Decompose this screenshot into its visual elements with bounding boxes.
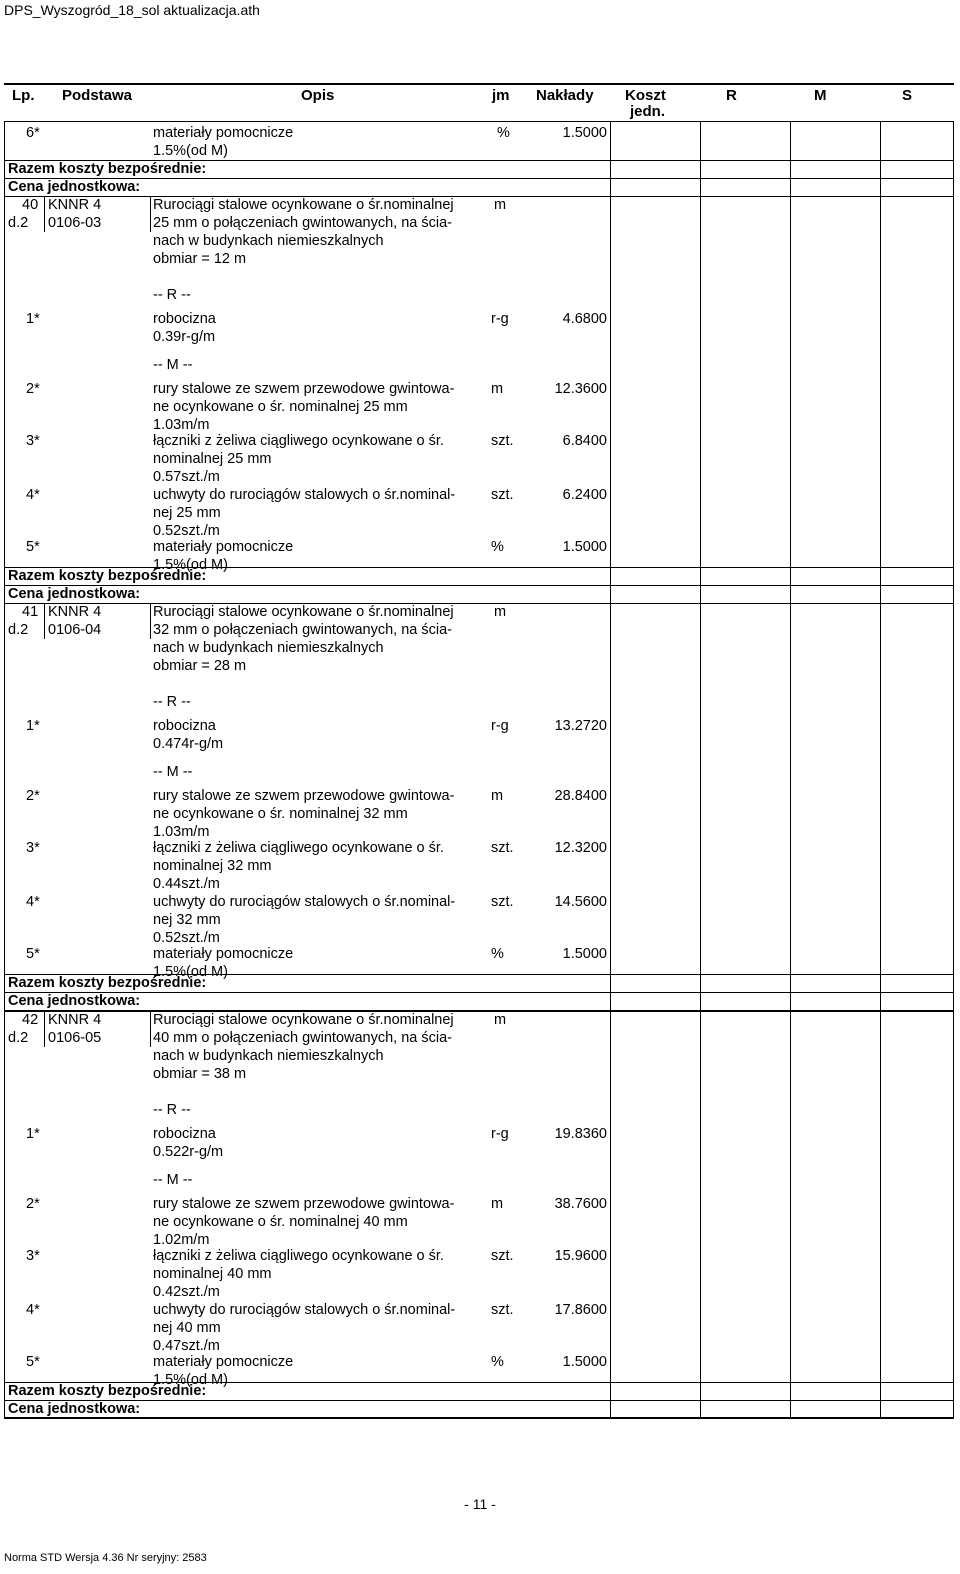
header-opis: Opis (301, 87, 335, 104)
resource-number: 3* (26, 840, 40, 856)
resource-description: 0.39r-g/m (153, 329, 216, 345)
resource-description: nominalnej 40 mm (153, 1266, 272, 1282)
header-koszt: Koszt (625, 87, 666, 104)
header-s: S (902, 87, 913, 104)
position-description: obmiar = 38 m (153, 1066, 247, 1082)
position-chapter: d.2 (8, 622, 29, 638)
resource-description: 0.47szt./m (153, 1338, 220, 1354)
resource-description: 1.5%(od M) (153, 1372, 228, 1388)
resource-unit: r-g (491, 718, 509, 734)
resource-unit: m (491, 1196, 504, 1212)
resource-description: 0.522r-g/m (153, 1144, 224, 1160)
resource-value: 17.8600 (554, 1302, 607, 1318)
row-divider (4, 992, 954, 993)
resource-description: nominalnej 25 mm (153, 451, 272, 467)
table-header (4, 83, 954, 125)
resource-number: 1* (26, 1126, 40, 1142)
position-description: nach w budynkach niemieszkalnych (153, 1048, 384, 1064)
resource-description: materiały pomocnicze (153, 1354, 294, 1370)
position-description: nach w budynkach niemieszkalnych (153, 233, 384, 249)
resource-description: ne ocynkowane o śr. nominalnej 40 mm (153, 1214, 408, 1230)
position-unit: m (494, 604, 507, 620)
item-description: materiały pomocnicze (153, 125, 294, 141)
position-basis: KNNR 4 (48, 604, 102, 620)
resource-description: ne ocynkowane o śr. nominalnej 32 mm (153, 806, 408, 822)
version-footer: Norma STD Wersja 4.36 Nr seryjny: 2583 (4, 1552, 207, 1564)
resource-description: rury stalowe ze szwem przewodowe gwintowa- (153, 788, 455, 804)
resource-number: 1* (26, 718, 40, 734)
resource-value: 14.5600 (554, 894, 607, 910)
resource-value: 6.2400 (562, 487, 607, 503)
resource-value: 15.9600 (554, 1248, 607, 1264)
resource-value: 28.8400 (554, 788, 607, 804)
resource-description: uchwyty do rurociągów stalowych o śr.nominal- (153, 1302, 456, 1318)
resource-description: 1.02m/m (153, 1232, 210, 1248)
resource-unit: % (491, 1354, 504, 1370)
position-number: 41 (22, 604, 39, 620)
column-divider (150, 603, 151, 639)
resource-value: 4.6800 (562, 311, 607, 327)
position-description: Rurociągi stalowe ocynkowane o śr.nominalnej (153, 604, 454, 620)
resource-value: 6.8400 (562, 433, 607, 449)
column-divider (150, 196, 151, 232)
resource-description: uchwyty do rurociągów stalowych o śr.nominal- (153, 487, 456, 503)
razem-label: Razem koszty bezpośrednie: (8, 568, 207, 584)
header-m: M (814, 87, 827, 104)
position-description: 40 mm o połączeniach gwintowanych, na ścia- (153, 1030, 453, 1046)
resource-description: robocizna (153, 1126, 216, 1142)
position-description: obmiar = 28 m (153, 658, 247, 674)
resource-unit: szt. (491, 894, 514, 910)
position-basis-code: 0106-03 (48, 215, 102, 231)
resource-description: 1.03m/m (153, 417, 210, 433)
position-unit: m (494, 197, 507, 213)
resource-number: 4* (26, 1302, 40, 1318)
position-chapter: d.2 (8, 1030, 29, 1046)
resource-number: 3* (26, 1248, 40, 1264)
resource-description: 0.52szt./m (153, 930, 220, 946)
header-podstawa: Podstawa (62, 87, 133, 104)
resource-unit: szt. (491, 433, 514, 449)
position-description: Rurociągi stalowe ocynkowane o śr.nominalnej (153, 1012, 454, 1028)
position-basis-code: 0106-04 (48, 622, 102, 638)
razem-label: Razem koszty bezpośrednie: (8, 1383, 207, 1399)
item-sub: 1.5%(od M) (153, 143, 228, 159)
resource-description: ne ocynkowane o śr. nominalnej 25 mm (153, 399, 408, 415)
resource-description: łączniki z żeliwa ciągliwego ocynkowane o śr. (153, 1248, 444, 1264)
document-title: DPS_Wyszogród_18_sol aktualizacja.ath (4, 2, 260, 18)
resource-description: nej 40 mm (153, 1320, 221, 1336)
resource-description: 0.52szt./m (153, 523, 220, 539)
resource-header-r: -- R -- (153, 694, 191, 710)
resource-unit: r-g (491, 311, 509, 327)
resource-description: łączniki z żeliwa ciągliwego ocynkowane o śr. (153, 433, 444, 449)
row-divider (4, 1011, 954, 1012)
resource-value: 1.5000 (562, 946, 607, 962)
resource-header-r: -- R -- (153, 287, 191, 303)
resource-description: 1.5%(od M) (153, 964, 228, 980)
resource-header-r: -- R -- (153, 1102, 191, 1118)
position-description: Rurociągi stalowe ocynkowane o śr.nominalnej (153, 197, 454, 213)
resource-description: robocizna (153, 311, 216, 327)
resource-unit: % (491, 946, 504, 962)
resource-number: 2* (26, 381, 40, 397)
resource-description: 1.5%(od M) (153, 557, 228, 573)
cena-label: Cena jednostkowa: (8, 993, 141, 1009)
position-description: 32 mm o połączeniach gwintowanych, na ścia- (153, 622, 453, 638)
column-divider (150, 1011, 151, 1047)
resource-description: rury stalowe ze szwem przewodowe gwintowa- (153, 1196, 455, 1212)
resource-header-m: -- M -- (153, 764, 193, 780)
item-value: 1.5000 (562, 125, 607, 141)
position-description: 25 mm o połączeniach gwintowanych, na ścia- (153, 215, 453, 231)
resource-value: 1.5000 (562, 1354, 607, 1370)
header-jm: jm (492, 87, 510, 104)
page-number: - 11 - (464, 1496, 496, 1512)
resource-number: 2* (26, 1196, 40, 1212)
position-chapter: d.2 (8, 215, 29, 231)
resource-value: 12.3600 (554, 381, 607, 397)
cena-label: Cena jednostkowa: (8, 179, 141, 195)
resource-description: nominalnej 32 mm (153, 858, 272, 874)
razem-label: Razem koszty bezpośrednie: (8, 975, 207, 991)
item-number: 6* (26, 125, 40, 141)
row-divider (4, 178, 954, 179)
cena-label: Cena jednostkowa: (8, 586, 141, 602)
resource-unit: m (491, 381, 504, 397)
resource-number: 2* (26, 788, 40, 804)
resource-unit: szt. (491, 487, 514, 503)
row-divider (4, 974, 954, 975)
resource-unit: szt. (491, 1302, 514, 1318)
resource-description: 0.474r-g/m (153, 736, 224, 752)
item-unit: % (497, 125, 510, 141)
resource-value: 13.2720 (554, 718, 607, 734)
resource-description: uchwyty do rurociągów stalowych o śr.nominal- (153, 894, 456, 910)
row-divider (4, 1382, 954, 1383)
resource-description: materiały pomocnicze (153, 946, 294, 962)
column-divider (700, 121, 701, 1418)
resource-value: 12.3200 (554, 840, 607, 856)
row-divider (4, 567, 954, 568)
resource-description: nej 32 mm (153, 912, 221, 928)
position-description: obmiar = 12 m (153, 251, 247, 267)
resource-number: 3* (26, 433, 40, 449)
row-divider (4, 1400, 954, 1401)
resource-number: 1* (26, 311, 40, 327)
razem-label: Razem koszty bezpośrednie: (8, 161, 207, 177)
resource-number: 5* (26, 1354, 40, 1370)
resource-header-m: -- M -- (153, 1172, 193, 1188)
resource-description: 1.03m/m (153, 824, 210, 840)
position-number: 42 (22, 1012, 39, 1028)
column-divider (44, 196, 45, 232)
resource-description: materiały pomocnicze (153, 539, 294, 555)
header-koszt-jedn: jedn. (630, 103, 666, 120)
position-basis-code: 0106-05 (48, 1030, 102, 1046)
resource-number: 5* (26, 539, 40, 555)
resource-value: 1.5000 (562, 539, 607, 555)
resource-number: 4* (26, 894, 40, 910)
column-divider (44, 603, 45, 639)
position-number: 40 (22, 197, 39, 213)
resource-unit: szt. (491, 1248, 514, 1264)
row-divider (4, 603, 954, 604)
column-divider (610, 121, 611, 1418)
position-unit: m (494, 1012, 507, 1028)
column-divider (790, 121, 791, 1418)
resource-description: robocizna (153, 718, 216, 734)
resource-unit: szt. (491, 840, 514, 856)
resource-description: łączniki z żeliwa ciągliwego ocynkowane o śr. (153, 840, 444, 856)
row-divider (4, 160, 954, 161)
column-divider (44, 1011, 45, 1047)
cena-label: Cena jednostkowa: (8, 1401, 141, 1417)
resource-description: 0.44szt./m (153, 876, 220, 892)
position-basis: KNNR 4 (48, 1012, 102, 1028)
resource-description: nej 25 mm (153, 505, 221, 521)
resource-unit: m (491, 788, 504, 804)
resource-value: 38.7600 (554, 1196, 607, 1212)
resource-description: 0.57szt./m (153, 469, 220, 485)
resource-description: rury stalowe ze szwem przewodowe gwintowa- (153, 381, 455, 397)
row-divider (4, 585, 954, 586)
row-divider (4, 1418, 954, 1419)
header-r: R (726, 87, 737, 104)
resource-number: 4* (26, 487, 40, 503)
header-lp: Lp. (12, 87, 35, 104)
resource-number: 5* (26, 946, 40, 962)
row-divider (4, 196, 954, 197)
cost-table (4, 121, 954, 1418)
resource-unit: % (491, 539, 504, 555)
header-naklady: Nakłady (536, 87, 594, 104)
resource-value: 19.8360 (554, 1126, 607, 1142)
resource-header-m: -- M -- (153, 357, 193, 373)
resource-description: 0.42szt./m (153, 1284, 220, 1300)
position-description: nach w budynkach niemieszkalnych (153, 640, 384, 656)
resource-unit: r-g (491, 1126, 509, 1142)
position-basis: KNNR 4 (48, 197, 102, 213)
column-divider (880, 121, 881, 1418)
